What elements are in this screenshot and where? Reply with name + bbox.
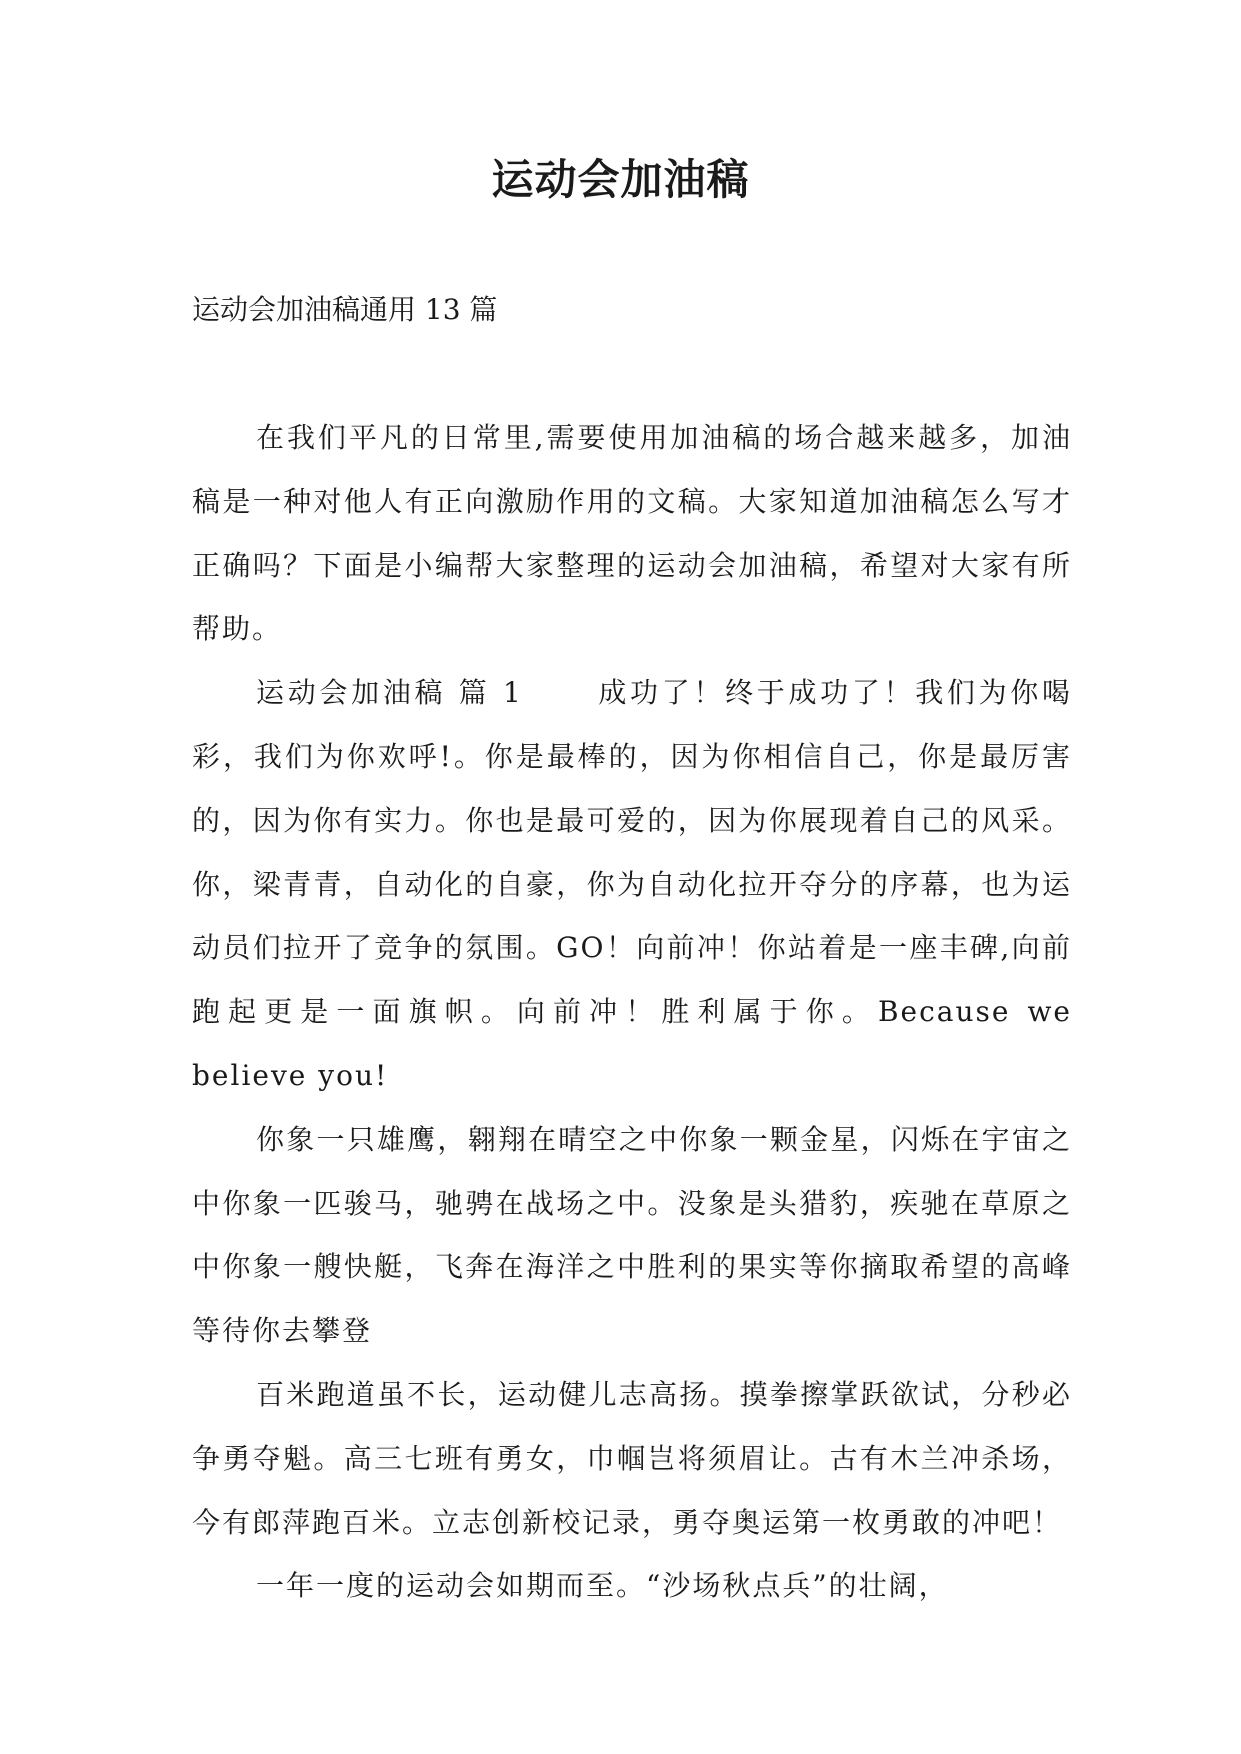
intro-paragraph [192, 406, 1072, 661]
body-paragraph [192, 1554, 1072, 1618]
paragraph-text: 成功了！终于成功了！我们为你喝彩，我们为你欢呼!。你是最棒的，因为你相信自己，你是最厉害的，因为你有实力。你也是最可爱的，因为你展现着自己的风采。你，梁青青，自动化的自豪，你为自动化拉开夺分的序幕，也为运动员们拉开了竞争的氛围。GO！向前冲！你站着是一座丰碑,向前跑起更是一面旗帜。向前冲！胜利属于你。Because we believe you! [192, 676, 1072, 1092]
document-subtitle: 运动会加油稿通用 13 篇 [192, 293, 498, 326]
section-heading: 运动会加油稿 篇 1 [256, 676, 523, 710]
section-1-paragraph [192, 661, 1072, 1108]
document-title: 运动会加油稿 [491, 155, 750, 204]
paragraph-text: 在我们平凡的日常里,需要使用加油稿的场合越来越多，加油稿是一种对他人有正向激励作用的文稿。大家知道加油稿怎么写才正确吗？下面是小编帮大家整理的运动会加油稿，希望对大家有所帮助。 [192, 421, 1072, 646]
body-paragraph [192, 1363, 1072, 1554]
paragraph-text: 你象一只雄鹰，翱翔在晴空之中你象一颗金星，闪烁在宇宙之中你象一匹骏马，驰骋在战场之中。没象是头猎豹，疾驰在草原之中你象一艘快艇，飞奔在海洋之中胜利的果实等你摘取希望的高峰等待你去攀登 [192, 1122, 1072, 1348]
body-paragraph [192, 1108, 1072, 1363]
paragraph-text: 一年一度的运动会如期而至。“沙场秋点兵”的壮阔， [256, 1569, 949, 1603]
document-body [192, 406, 1072, 1618]
paragraph-text: 百米跑道虽不长，运动健儿志高扬。摸拳擦掌跃欲试，分秒必争勇夺魁。高三七班有勇女，巾帼岂将须眉让。古有木兰冲杀场，今有郎萍跑百米。立志创新校记录，勇夺奥运第一枚勇敢的冲吧！ [192, 1377, 1072, 1539]
